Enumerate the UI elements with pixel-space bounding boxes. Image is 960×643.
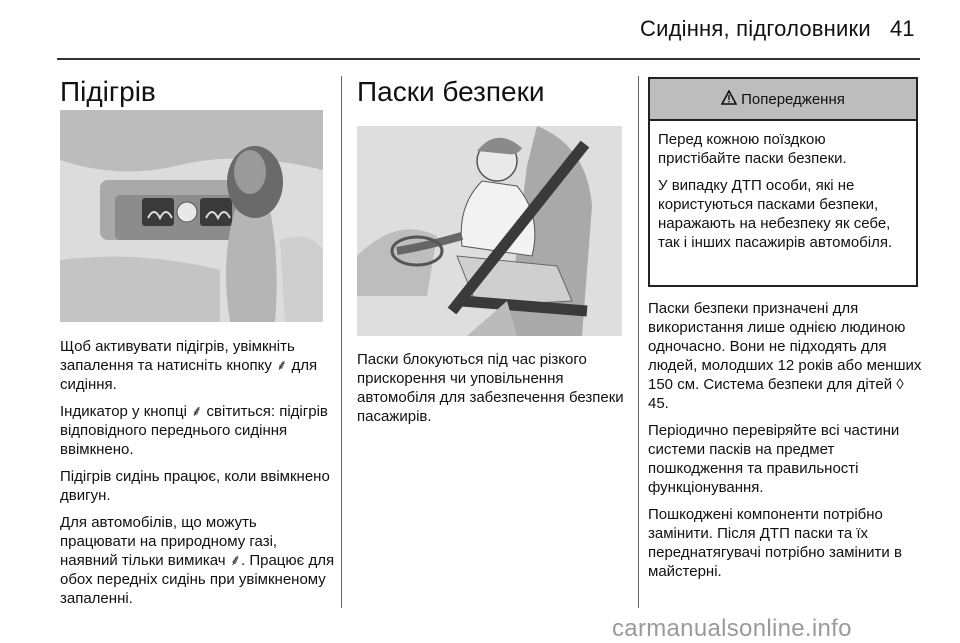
paragraph: Пошкоджені компоненти потрібно замінити. Після ДТП паски та їх переднатягувачі потрібно замінити в майстерні. xyxy=(648,506,902,580)
warning-body xyxy=(650,121,916,252)
paragraph: Паски блокуються під час різкого прискорення чи уповільнення автомобіля для забезпечення безпеки пасажирів. xyxy=(357,351,624,425)
seat-belt-photo xyxy=(357,126,622,336)
paragraph: Перед кожною поїздкою пристібайте паски безпеки. xyxy=(658,131,847,167)
page-header-title: Сидіння, підголовники xyxy=(640,16,871,41)
paragraph: Індикатор у кнопці ⸙ світиться: підігрів відповідного переднього сидіння ввімкнено. xyxy=(60,403,328,458)
warning-icon xyxy=(721,90,737,109)
gear-shift-illustration xyxy=(60,110,323,322)
page-number: 41 xyxy=(890,16,915,41)
paragraph: Для автомобілів, що можуть працювати на природному газі, наявний тільки вимикач ⸙. Працює для обох передніх сидінь при увімкненому запаленні. xyxy=(60,514,335,607)
paragraph: Паски безпеки призначені для використання лише однією людиною одночасно. Вони не підходять для людей, молодших 12 років або менших 150 см. Система безпеки для дітей ◊ 45. xyxy=(648,300,922,412)
seat-belts-text xyxy=(357,350,627,434)
seat-belts-details-text xyxy=(648,299,923,589)
header-rule xyxy=(57,58,920,60)
watermark: carmanualsonline.info xyxy=(612,615,852,642)
paragraph: Періодично перевіряйте всі частини системи пасків на предмет пошкодження та правильності функціонування. xyxy=(648,422,900,496)
seat-belts-heading: Паски безпеки xyxy=(357,76,545,107)
column-divider-2 xyxy=(638,76,639,608)
warning-box xyxy=(648,77,918,287)
seat-heating-photo xyxy=(60,110,323,322)
paragraph: Підігрів сидінь працює, коли ввімкнено двигун. xyxy=(60,468,330,504)
seat-belt-illustration xyxy=(357,126,622,336)
paragraph: Щоб активувати підігрів, увімкніть запалення та натисніть кнопку ⸙ для сидіння. xyxy=(60,338,318,393)
column-divider-1 xyxy=(341,76,342,608)
warning-header xyxy=(650,79,916,121)
seat-heating-text xyxy=(60,337,335,616)
paragraph: У випадку ДТП особи, які не користуються пасками безпеки, наражають на небезпеку як себе, так і інших пасажирів автомобіля. xyxy=(658,177,893,251)
warning-title: Попередження xyxy=(741,90,845,108)
seat-heating-heading: Підігрів xyxy=(60,76,156,107)
